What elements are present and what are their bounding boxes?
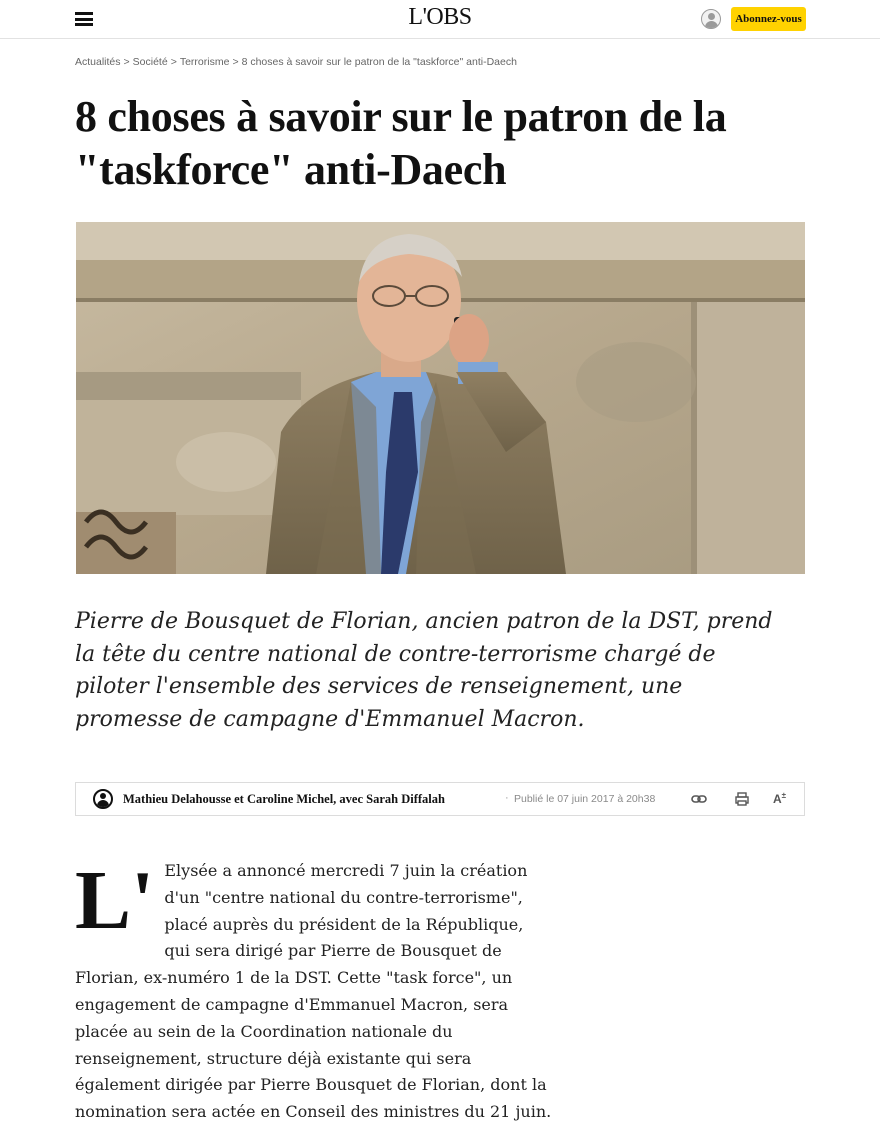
byline-bar <box>75 782 805 816</box>
top-header <box>0 0 880 39</box>
article-body-text: Elysée a annoncé mercredi 7 juin la création d'un "centre national du contre-terrorisme", placé auprès du président de la République, qui sera dirigé par Pierre de Bousquet de Florian, ex-numéro 1 de la DST. Cette "task force", un engagement de campagne d'Emmanuel Macron, sera placée au sein de la Coordination nationale du renseignement, structure déjà existante qui sera également dirigée par Pierre Bousquet de Florian, dont la nomination sera actée en Conseil des ministres du 21 juin. <box>75 861 552 1122</box>
breadcrumb-current: 8 choses à savoir sur le patron de la "taskforce" anti-Daech <box>241 56 517 68</box>
breadcrumb-item-terrorisme[interactable]: Terrorisme <box>179 56 230 68</box>
user-icon[interactable] <box>701 9 721 29</box>
article-body <box>75 854 553 1126</box>
author-avatar-icon <box>93 789 113 809</box>
breadcrumb-item-societe[interactable]: Société <box>132 56 168 68</box>
menu-icon[interactable] <box>75 12 93 26</box>
print-icon[interactable] <box>733 791 751 807</box>
breadcrumb: Actualités > Société > Terrorisme > 8 choses à savoir sur le patron de la "taskforce" anti-Daech <box>75 56 517 68</box>
font-size-icon[interactable]: A± <box>773 791 787 806</box>
byline-separator: · <box>505 792 509 804</box>
article-title: 8 choses à savoir sur le patron de la "taskforce" anti-Daech <box>75 92 727 194</box>
share-icon[interactable] <box>690 791 708 807</box>
dropcap: L' <box>75 854 155 947</box>
breadcrumb-item-actualites[interactable]: Actualités <box>75 56 121 68</box>
article-authors[interactable]: Mathieu Delahousse et Caroline Michel, avec Sarah Diffalah <box>123 792 445 806</box>
article-lead: Pierre de Bousquet de Florian, ancien patron de la DST, prend la tête du centre national de contre-terrorisme chargé de piloter l'ensemble des services de renseignement, une promesse de campagne d'Emmanuel Macron. <box>75 609 773 732</box>
article-photo <box>76 222 805 574</box>
subscribe-button[interactable]: Abonnez-vous <box>731 7 806 31</box>
publish-date: Publié le 07 juin 2017 à 20h38 <box>514 793 656 805</box>
site-logo: L'OBS <box>408 4 472 30</box>
